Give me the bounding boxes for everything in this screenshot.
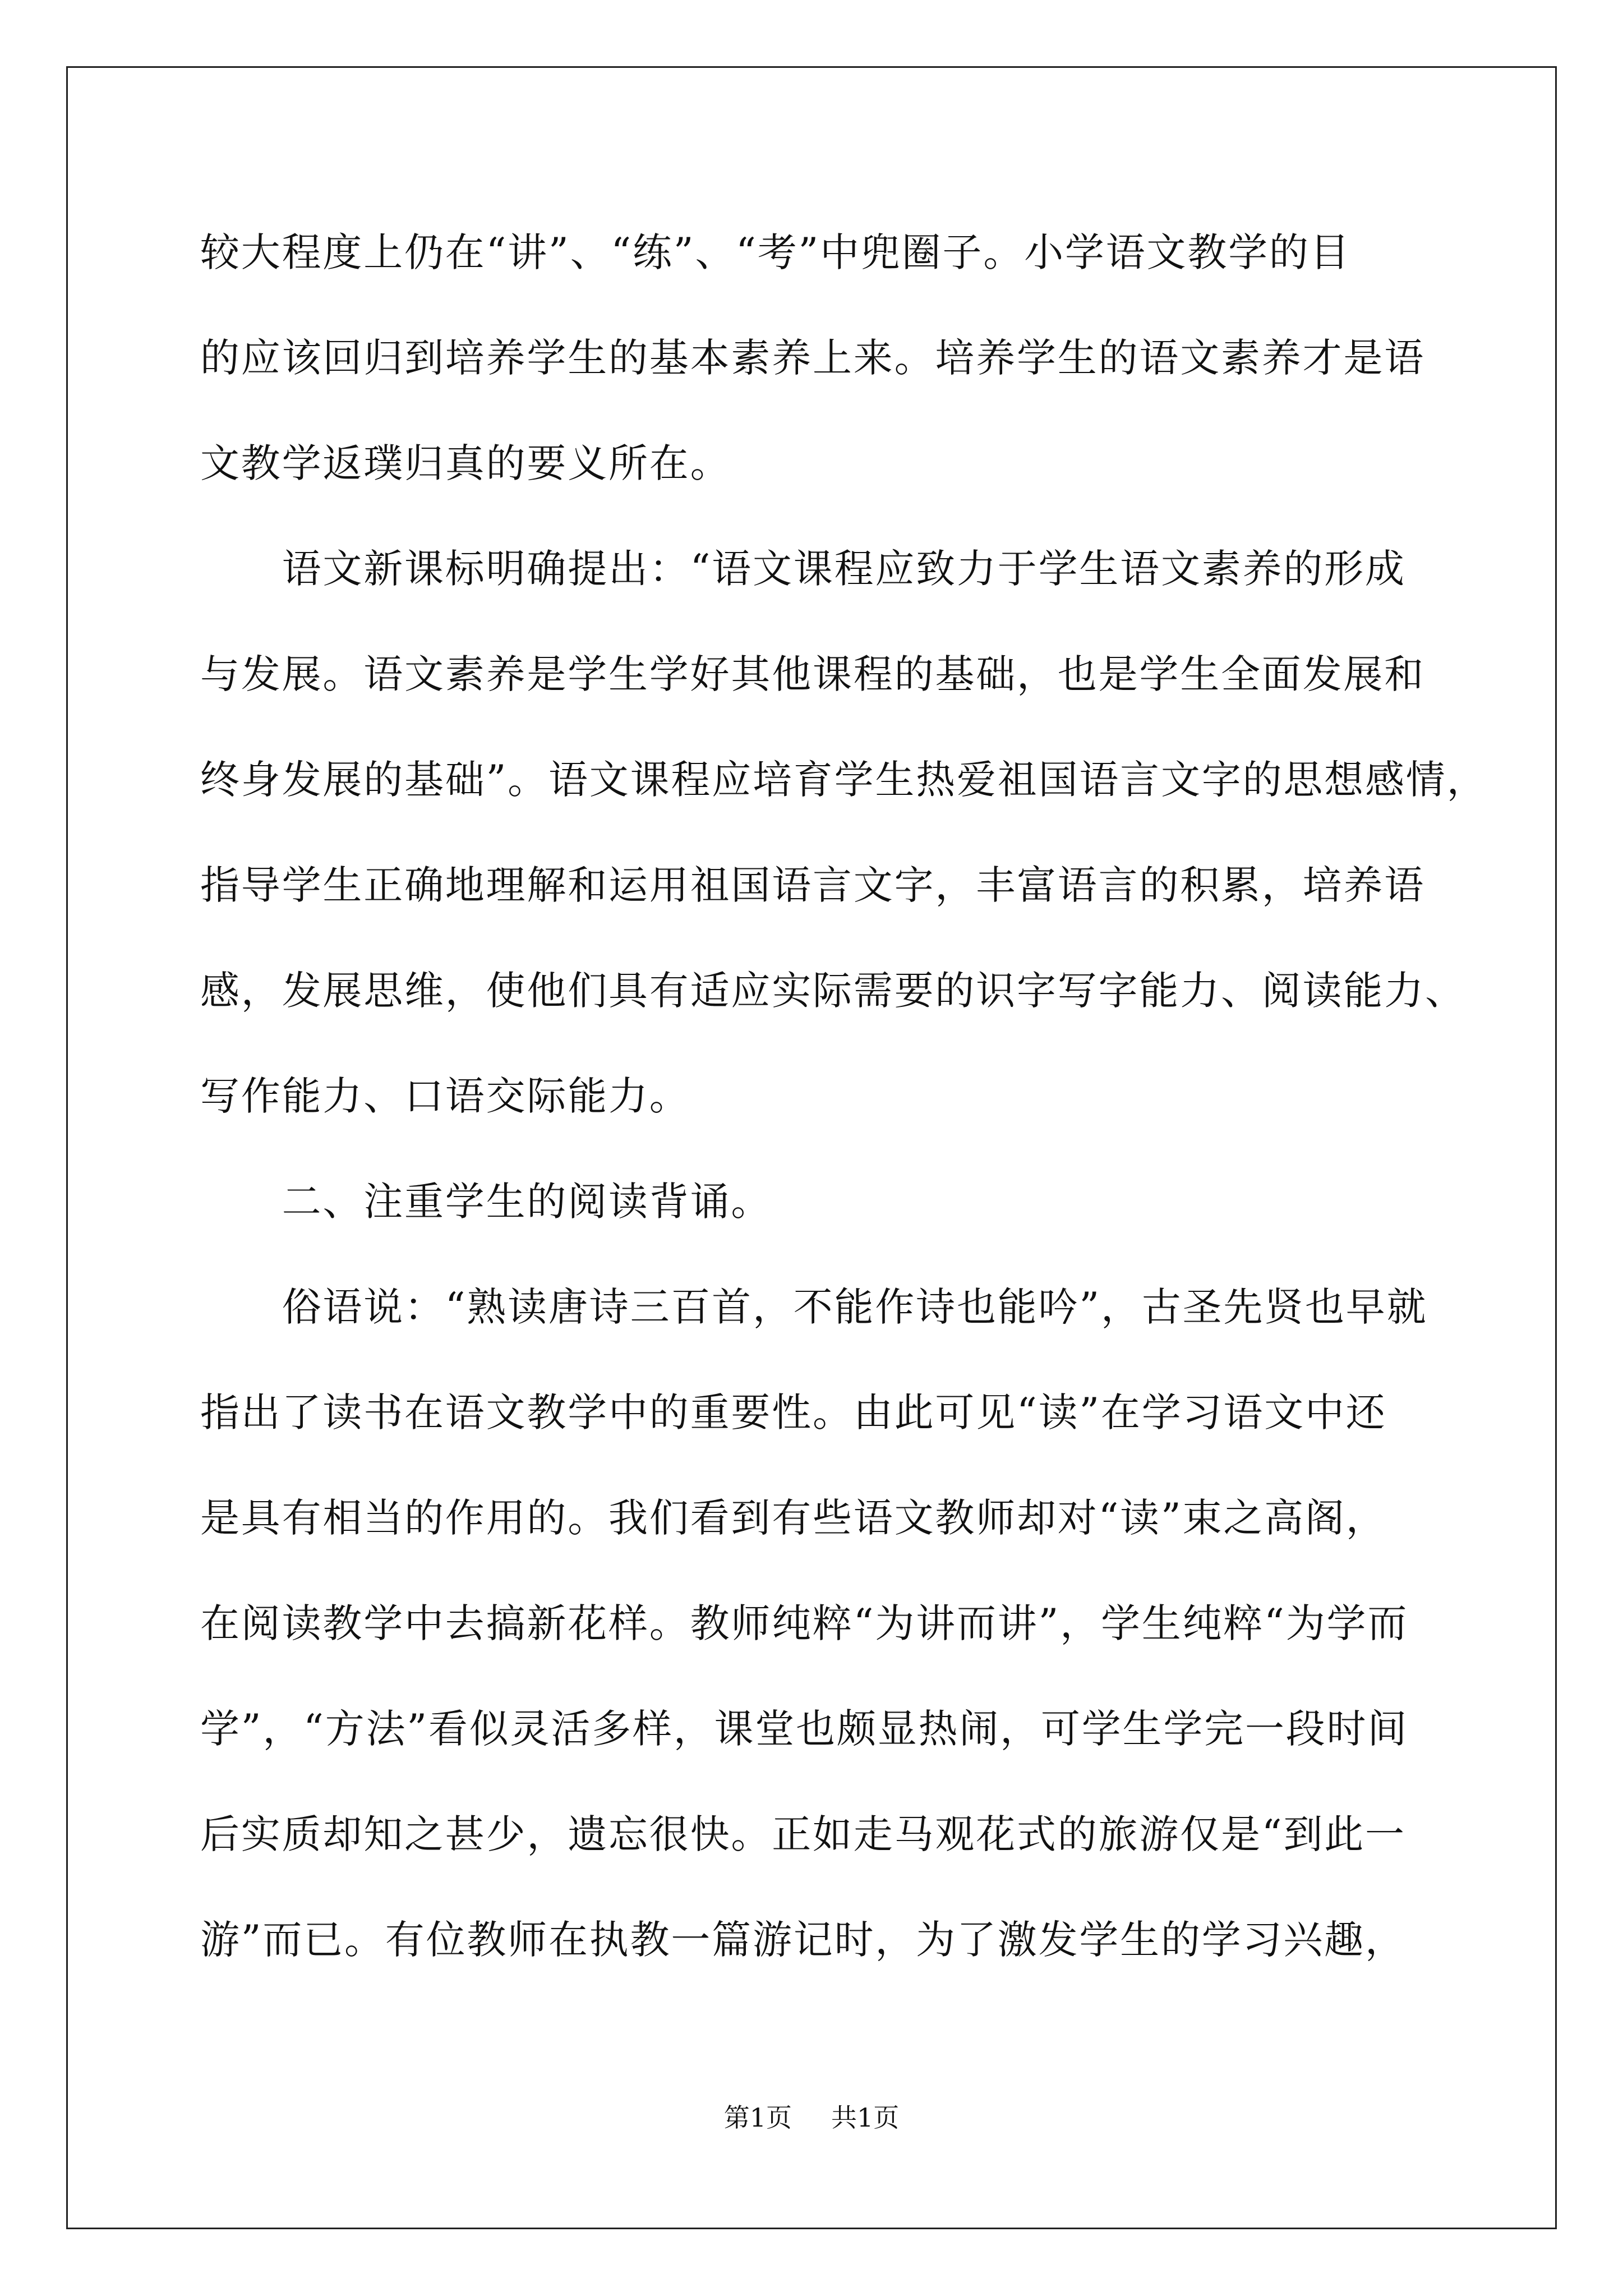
page-footer xyxy=(0,2101,1623,2134)
text-line: 的应该回归到培养学生的基本素养上来。培养学生的语文素养才是语 xyxy=(200,335,1425,381)
text-line: 后实质却知之甚少，遗忘很快。正如走马观花式的旅游仅是“到此一 xyxy=(200,1811,1406,1857)
page-total: 共1页 xyxy=(831,2102,900,2133)
text-line: 较大程度上仍在“讲”、“练”、“考”中兜圈子。小学语文教学的目 xyxy=(200,229,1351,275)
text-line: 指出了读书在语文教学中的重要性。由此可见“读”在学习语文中还 xyxy=(200,1389,1387,1435)
page-number: 第1页 xyxy=(723,2102,792,2133)
section-heading: 二、注重学生的阅读背诵。 xyxy=(200,1179,772,1225)
text-line: 是具有相当的作用的。我们看到有些语文教师却对“读”束之高阁， xyxy=(200,1495,1387,1541)
text-line: 感，发展思维，使他们具有适应实际需要的识字写字能力、阅读能力、 xyxy=(200,968,1466,1014)
text-line: 语文新课标明确提出：“语文课程应致力于学生语文素养的形成 xyxy=(200,546,1406,592)
text-line: 写作能力、口语交际能力。 xyxy=(200,1073,690,1119)
text-line: 指导学生正确地理解和运用祖国语言文字，丰富语言的积累，培养语 xyxy=(200,862,1425,908)
text-line: 终身发展的基础”。语文课程应培育学生热爱祖国语言文字的思想感情， xyxy=(200,757,1488,803)
text-line: 俗语说：“熟读唐诗三百首，不能作诗也能吟”，古圣先贤也早就 xyxy=(200,1284,1428,1330)
document-body xyxy=(200,223,1488,2016)
text-line: 学”，“方法”看似灵活多样，课堂也颇显热闹，可学生学完一段时间 xyxy=(200,1706,1409,1752)
text-line: 文教学返璞归真的要义所在。 xyxy=(200,440,731,486)
text-line: 与发展。语文素养是学生学好其他课程的基础，也是学生全面发展和 xyxy=(200,651,1425,697)
text-line: 游”而已。有位教师在执教一篇游记时，为了激发学生的学习兴趣， xyxy=(200,1917,1406,1963)
text-line: 在阅读教学中去搞新花样。教师纯粹“为讲而讲”，学生纯粹“为学而 xyxy=(200,1600,1409,1646)
